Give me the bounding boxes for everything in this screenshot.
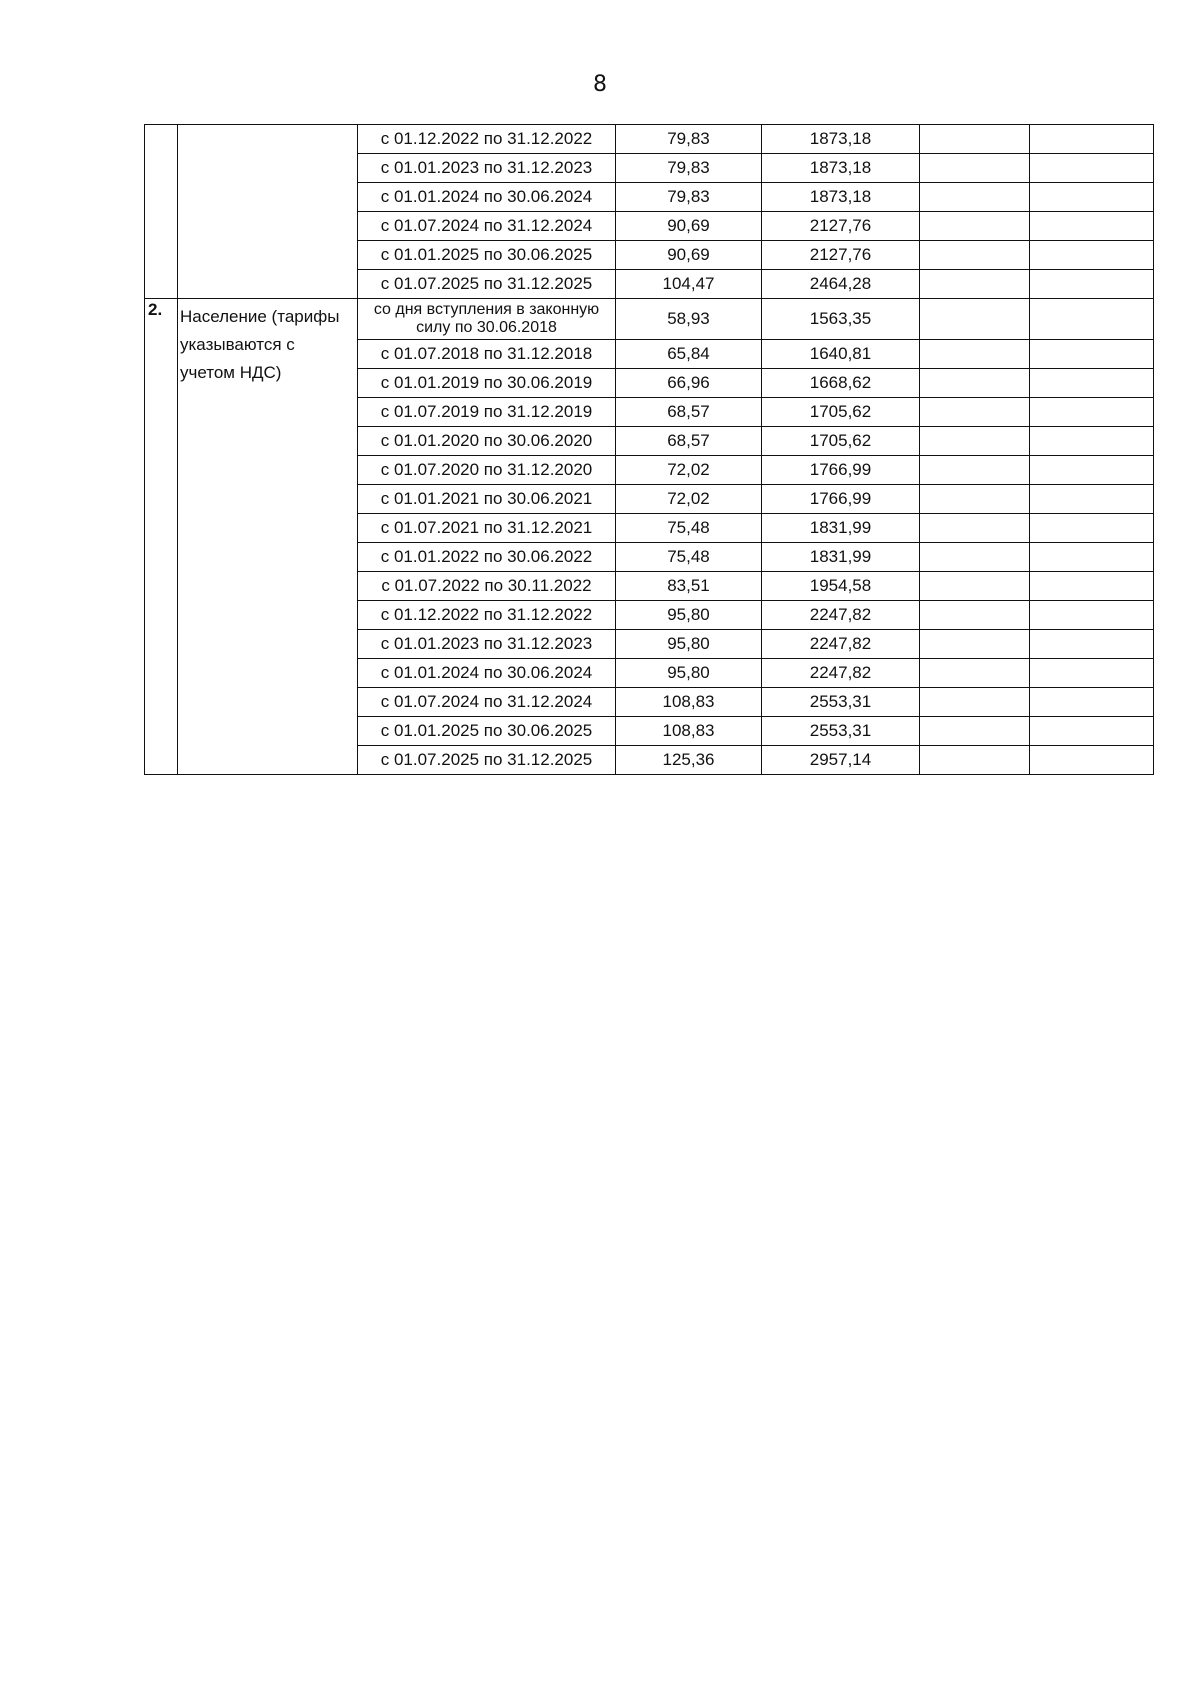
tariff-value-cell: 1640,81	[762, 340, 920, 369]
tariff-value-cell: 95,80	[616, 601, 762, 630]
tariff-value-cell: 1766,99	[762, 485, 920, 514]
tariff-value-cell: 1563,35	[762, 299, 920, 340]
period-cell: с 01.01.2025 по 30.06.2025	[358, 241, 616, 270]
empty-cell	[1030, 340, 1154, 369]
tariff-value-cell: 108,83	[616, 688, 762, 717]
tariff-value-cell: 72,02	[616, 485, 762, 514]
tariff-value-cell: 65,84	[616, 340, 762, 369]
empty-cell	[1030, 601, 1154, 630]
empty-cell	[920, 427, 1030, 456]
tariff-value-cell: 95,80	[616, 630, 762, 659]
category-line: указываются с	[180, 335, 295, 354]
empty-cell	[920, 456, 1030, 485]
period-cell: с 01.01.2025 по 30.06.2025	[358, 717, 616, 746]
empty-cell	[920, 572, 1030, 601]
tariff-value-cell: 95,80	[616, 659, 762, 688]
period-cell: с 01.01.2022 по 30.06.2022	[358, 543, 616, 572]
tariff-value-cell: 68,57	[616, 398, 762, 427]
empty-cell	[920, 183, 1030, 212]
tariff-value-cell: 2247,82	[762, 659, 920, 688]
empty-cell	[1030, 514, 1154, 543]
tariff-value-cell: 1831,99	[762, 543, 920, 572]
tariff-value-cell: 66,96	[616, 369, 762, 398]
empty-cell	[1030, 270, 1154, 299]
period-cell: с 01.07.2022 по 30.11.2022	[358, 572, 616, 601]
empty-cell	[1030, 154, 1154, 183]
category-line: учетом НДС)	[180, 363, 282, 382]
tariff-value-cell: 1705,62	[762, 427, 920, 456]
period-cell: с 01.01.2024 по 30.06.2024	[358, 183, 616, 212]
empty-cell	[1030, 299, 1154, 340]
empty-cell	[1030, 717, 1154, 746]
empty-cell	[1030, 183, 1154, 212]
tariff-value-cell: 90,69	[616, 241, 762, 270]
period-cell: с 01.07.2020 по 31.12.2020	[358, 456, 616, 485]
category-cell	[178, 125, 358, 299]
tariff-value-cell: 90,69	[616, 212, 762, 241]
period-cell: с 01.07.2024 по 31.12.2024	[358, 688, 616, 717]
empty-cell	[1030, 369, 1154, 398]
period-cell: с 01.07.2021 по 31.12.2021	[358, 514, 616, 543]
period-cell: с 01.01.2019 по 30.06.2019	[358, 369, 616, 398]
empty-cell	[920, 746, 1030, 775]
tariff-value-cell: 1668,62	[762, 369, 920, 398]
period-cell: с 01.01.2023 по 31.12.2023	[358, 154, 616, 183]
tariff-value-cell: 2957,14	[762, 746, 920, 775]
tariff-value-cell: 68,57	[616, 427, 762, 456]
empty-cell	[1030, 630, 1154, 659]
period-cell: с 01.07.2025 по 31.12.2025	[358, 270, 616, 299]
tariff-value-cell: 1873,18	[762, 154, 920, 183]
tariff-value-cell: 108,83	[616, 717, 762, 746]
tariff-value-cell: 2247,82	[762, 601, 920, 630]
empty-cell	[1030, 125, 1154, 154]
empty-cell	[920, 601, 1030, 630]
empty-cell	[920, 212, 1030, 241]
period-cell: с 01.12.2022 по 31.12.2022	[358, 125, 616, 154]
empty-cell	[920, 299, 1030, 340]
empty-cell	[1030, 659, 1154, 688]
table-row	[145, 299, 1154, 340]
tariff-value-cell: 1766,99	[762, 456, 920, 485]
period-cell: с 01.01.2023 по 31.12.2023	[358, 630, 616, 659]
tariff-value-cell: 2553,31	[762, 717, 920, 746]
tariff-value-cell: 1831,99	[762, 514, 920, 543]
empty-cell	[920, 659, 1030, 688]
empty-cell	[1030, 212, 1154, 241]
empty-cell	[1030, 241, 1154, 270]
tariff-value-cell: 58,93	[616, 299, 762, 340]
empty-cell	[1030, 572, 1154, 601]
empty-cell	[1030, 485, 1154, 514]
tariff-value-cell: 1705,62	[762, 398, 920, 427]
period-cell: с 01.07.2019 по 31.12.2019	[358, 398, 616, 427]
empty-cell	[920, 125, 1030, 154]
tariff-value-cell: 2553,31	[762, 688, 920, 717]
category-line: Население (тарифы	[180, 307, 340, 326]
empty-cell	[920, 543, 1030, 572]
period-cell: с 01.01.2021 по 30.06.2021	[358, 485, 616, 514]
tariff-value-cell: 2247,82	[762, 630, 920, 659]
empty-cell	[1030, 398, 1154, 427]
tariff-value-cell: 79,83	[616, 154, 762, 183]
tariff-value-cell: 83,51	[616, 572, 762, 601]
empty-cell	[920, 398, 1030, 427]
tariff-value-cell: 1873,18	[762, 183, 920, 212]
tariff-value-cell: 79,83	[616, 183, 762, 212]
tariff-value-cell: 75,48	[616, 514, 762, 543]
table-row	[145, 125, 1154, 154]
empty-cell	[920, 369, 1030, 398]
empty-cell	[1030, 427, 1154, 456]
row-number-cell	[145, 125, 178, 299]
empty-cell	[920, 688, 1030, 717]
period-cell: с 01.07.2018 по 31.12.2018	[358, 340, 616, 369]
empty-cell	[920, 630, 1030, 659]
tariff-value-cell: 2127,76	[762, 241, 920, 270]
empty-cell	[920, 241, 1030, 270]
tariff-value-cell: 79,83	[616, 125, 762, 154]
empty-cell	[920, 514, 1030, 543]
empty-cell	[920, 270, 1030, 299]
empty-cell	[920, 717, 1030, 746]
tariff-value-cell: 1954,58	[762, 572, 920, 601]
empty-cell	[920, 485, 1030, 514]
empty-cell	[920, 154, 1030, 183]
tariff-value-cell: 72,02	[616, 456, 762, 485]
period-cell: с 01.12.2022 по 31.12.2022	[358, 601, 616, 630]
page-number: 8	[593, 72, 607, 97]
category-cell	[178, 299, 358, 775]
period-cell: с 01.01.2020 по 30.06.2020	[358, 427, 616, 456]
period-cell: со дня вступления в законную силу по 30.06.2018	[358, 299, 616, 340]
period-cell: с 01.07.2024 по 31.12.2024	[358, 212, 616, 241]
tariff-value-cell: 2464,28	[762, 270, 920, 299]
tariff-value-cell: 104,47	[616, 270, 762, 299]
empty-cell	[1030, 456, 1154, 485]
empty-cell	[1030, 688, 1154, 717]
tariff-value-cell: 1873,18	[762, 125, 920, 154]
period-cell: с 01.01.2024 по 30.06.2024	[358, 659, 616, 688]
tariff-value-cell: 75,48	[616, 543, 762, 572]
empty-cell	[1030, 543, 1154, 572]
tariff-value-cell: 125,36	[616, 746, 762, 775]
tariff-table	[144, 124, 1154, 775]
empty-cell	[1030, 746, 1154, 775]
period-cell: с 01.07.2025 по 31.12.2025	[358, 746, 616, 775]
row-number-cell: 2.	[145, 299, 178, 775]
tariff-value-cell: 2127,76	[762, 212, 920, 241]
empty-cell	[920, 340, 1030, 369]
